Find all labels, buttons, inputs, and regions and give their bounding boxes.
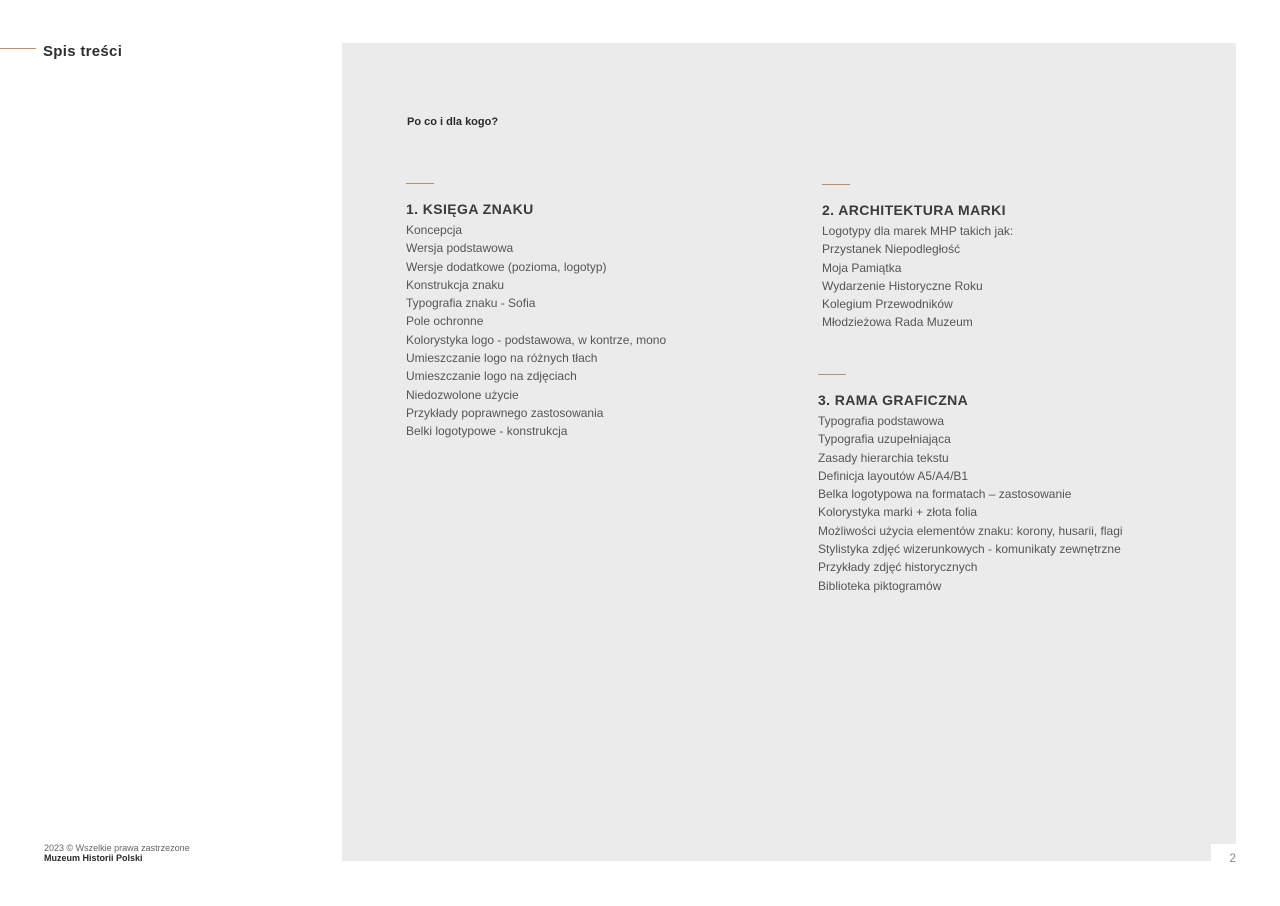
list-item: Młodzieżowa Rada Muzeum	[822, 315, 973, 330]
list-item: Możliwości użycia elementów znaku: korony, husarii, flagi	[818, 523, 1123, 538]
list-item: Kolorystyka logo - podstawowa, w kontrze, mono	[406, 332, 667, 347]
list-item: Belka logotypowa na formatach – zastosowanie	[818, 487, 1072, 502]
list-item: Typografia znaku - Sofia	[406, 296, 536, 311]
list-item: Niedozwolone użycie	[406, 387, 519, 402]
list-item: Belki logotypowe - konstrukcja	[406, 424, 568, 439]
section-accent-rule	[822, 184, 850, 185]
list-item: Przykłady zdjęć historycznych	[818, 560, 978, 575]
list-item: Definicja layoutów A5/A4/B1	[818, 468, 969, 483]
list-item: Wersje dodatkowe (pozioma, logotyp)	[406, 259, 607, 274]
footer-organization: Muzeum Historii Polski	[44, 853, 143, 863]
list-item: Wydarzenie Historyczne Roku	[822, 278, 983, 293]
section-ksiega-znaku	[406, 183, 666, 441]
list-item: Typografia podstawowa	[818, 414, 945, 428]
list-item: Logotypy dla marek MHP takich jak:	[822, 224, 1014, 238]
intro-question: Po co i dla kogo?	[407, 116, 499, 128]
list-item: Moja Pamiątka	[822, 260, 902, 275]
list-item: Wersja podstawowa	[406, 241, 514, 256]
list-item: Umieszczanie logo na zdjęciach	[406, 369, 577, 384]
section-architektura-marki	[822, 184, 1013, 332]
section-rama-graficzna	[818, 374, 1123, 595]
section-item-list	[822, 222, 1013, 332]
section-heading: 2. ARCHITEKTURA MARKI	[822, 202, 1006, 218]
list-item: Stylistyka zdjęć wizerunkowych - komunikaty zewnętrzne	[818, 542, 1121, 557]
section-accent-rule	[406, 183, 434, 184]
section-accent-rule	[818, 374, 846, 375]
list-item: Kolorystyka marki + złota folia	[818, 505, 978, 520]
list-item: Zasady hierarchia tekstu	[818, 450, 949, 465]
list-item: Typografia uzupełniająca	[818, 432, 951, 447]
list-item: Biblioteka piktogramów	[818, 578, 942, 593]
list-item: Przykłady poprawnego zastosowania	[406, 405, 604, 420]
content-panel	[342, 43, 1236, 861]
list-item: Pole ochronne	[406, 314, 484, 329]
page-number: 2	[1211, 844, 1239, 872]
footer	[44, 843, 190, 863]
list-item: Kolegium Przewodników	[822, 297, 953, 312]
footer-copyright: 2023 © Wszelkie prawa zastrzezone	[44, 843, 190, 853]
list-item: Koncepcja	[406, 223, 463, 237]
list-item: Umieszczanie logo na różnych tłach	[406, 351, 598, 366]
section-heading: 1. KSIĘGA ZNAKU	[406, 201, 534, 217]
section-item-list	[406, 221, 666, 441]
section-heading: 3. RAMA GRAFICZNA	[818, 392, 969, 408]
list-item: Przystanek Niepodległość	[822, 242, 961, 257]
list-item: Konstrukcja znaku	[406, 277, 505, 292]
sidebar-accent-rule	[0, 48, 36, 49]
sidebar-title: Spis treści	[43, 43, 123, 60]
section-item-list	[818, 412, 1123, 595]
